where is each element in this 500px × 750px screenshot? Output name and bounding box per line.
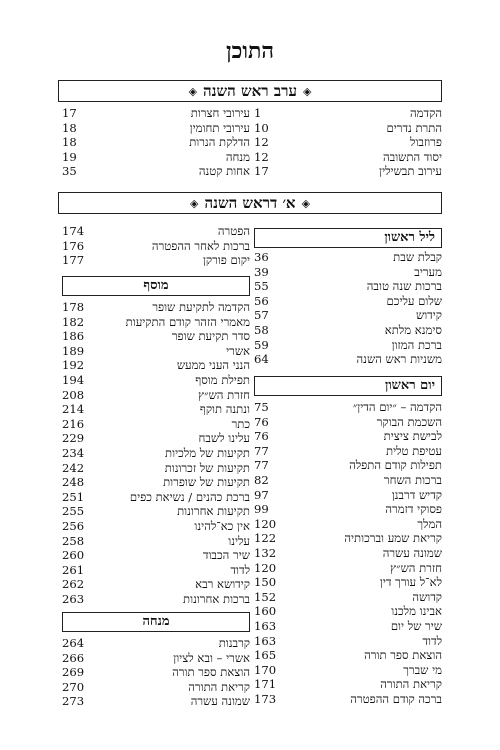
toc-entry-page: 150	[254, 575, 277, 590]
toc-entry[interactable]	[254, 294, 442, 309]
subsection-header-layl: ליל ראשון	[254, 228, 442, 248]
toc-entry-label: אבינו מלכנו	[391, 604, 442, 619]
toc-entry[interactable]	[254, 648, 442, 663]
toc-entry-label: ברכות השחר	[383, 472, 442, 487]
toc-entry-page: 99	[254, 502, 269, 517]
toc-entry-label: תקיעות של מלכיות	[165, 445, 250, 460]
toc-entry[interactable]	[254, 135, 442, 150]
toc-entry-page: 251	[62, 489, 85, 504]
toc-entry-page: 77	[254, 443, 269, 458]
subsection-header-musaf: מוסף	[62, 276, 250, 296]
toc-entry-page: 242	[62, 460, 85, 475]
toc-entry[interactable]	[254, 352, 442, 367]
toc-entry[interactable]	[62, 577, 250, 592]
toc-entry-label: עירובי חצרות	[190, 106, 250, 120]
toc-entry[interactable]	[254, 663, 442, 678]
toc-entry-page: 55	[254, 279, 269, 294]
toc-entry[interactable]	[62, 636, 250, 651]
toc-entry-page: 256	[62, 518, 85, 533]
toc-entry-page: 261	[62, 562, 85, 577]
toc-entry[interactable]	[62, 592, 250, 607]
toc-entry-page: 248	[62, 475, 85, 490]
toc-entry-label: יקום פורקן	[202, 253, 250, 268]
toc-entry[interactable]	[254, 517, 442, 532]
toc-entry-page: 132	[254, 545, 277, 560]
toc-entry-page: 120	[254, 560, 277, 575]
ornament-icon: ◈	[188, 84, 198, 98]
toc-entry-label: עטיפת טלית	[386, 443, 442, 458]
toc-entry-page: 266	[62, 650, 85, 665]
toc-entry[interactable]	[62, 519, 250, 534]
toc-entry-label: עלינו	[228, 533, 250, 548]
toc-entry-page: 82	[254, 472, 269, 487]
toc-entry-label: שיר הכבוד	[202, 548, 250, 563]
toc-entry[interactable]	[62, 402, 250, 417]
toc-entry[interactable]	[62, 315, 250, 330]
toc-entry-label: הדלקת הנרות	[189, 135, 250, 150]
toc-entry-page: 56	[254, 293, 269, 308]
toc-entry-label: פרוזבול	[410, 135, 442, 150]
section-title-day1: א׳ דראש השנה	[204, 193, 296, 212]
toc-entry-label: אין כא־להינו	[194, 518, 250, 533]
toc-entry-label: סימנא מלתא	[384, 322, 442, 337]
toc-entry-page: 186	[62, 329, 85, 344]
toc-entry-page: 10	[254, 120, 269, 135]
toc-entry-label: ברכות שנה טובה	[366, 279, 442, 294]
toc-entry[interactable]	[254, 473, 442, 488]
toc-entry-page: 255	[62, 504, 85, 519]
toc-entry-page: 17	[254, 164, 269, 179]
toc-entry-label: תפילת מוסף	[195, 372, 250, 387]
toc-entry-label: משניות ראש השנה	[356, 352, 442, 367]
subsection-header-mincha: מנחה	[62, 612, 250, 632]
toc-entry[interactable]	[62, 651, 250, 666]
toc-entry[interactable]	[254, 634, 442, 649]
toc-entry-page: 12	[254, 135, 269, 150]
toc-entry-page: 152	[254, 589, 277, 604]
toc-entry-label: עלינו לשבח	[198, 431, 250, 446]
toc-entry-page: 170	[254, 662, 277, 677]
toc-entry[interactable]	[254, 400, 442, 415]
toc-entry-label: הקדמה	[410, 106, 442, 120]
toc-entry[interactable]	[62, 490, 250, 505]
toc-entry-page: 262	[62, 577, 85, 592]
toc-entry-label: הוצאת ספר תורה	[172, 665, 250, 680]
toc-entry-label: הוצאת ספר תורה	[364, 648, 442, 663]
toc-entry-page: 260	[62, 548, 85, 563]
toc-entry-label: קריאת התורה	[380, 677, 442, 692]
toc-entry-page: 77	[254, 458, 269, 473]
toc-entry[interactable]	[62, 373, 250, 388]
toc-entry-label: לבישת ציצית	[383, 429, 442, 444]
toc-entry[interactable]	[62, 239, 250, 254]
toc-entry[interactable]	[254, 323, 442, 338]
toc-entry-label: הנני העני ממעש	[176, 358, 250, 373]
toc-entry-page: 59	[254, 337, 269, 352]
toc-entry-page: 57	[254, 308, 269, 323]
toc-column-layl	[254, 250, 442, 367]
toc-entry-label: לדוד	[230, 562, 250, 577]
page-title: התוכן	[225, 38, 275, 64]
toc-entry-page: 64	[254, 352, 269, 367]
toc-entry-page: 165	[254, 648, 277, 663]
toc-entry[interactable]	[62, 106, 250, 121]
toc-entry[interactable]	[254, 546, 442, 561]
toc-column-yom	[254, 400, 442, 706]
toc-entry[interactable]	[62, 135, 250, 150]
toc-entry-page: 258	[62, 533, 85, 548]
toc-entry-label: מנחה	[225, 149, 250, 164]
toc-entry-page: 12	[254, 149, 269, 164]
toc-entry-page: 18	[62, 135, 77, 150]
toc-entry-label: שמונה עשרה	[382, 545, 442, 560]
toc-entry[interactable]	[254, 415, 442, 430]
toc-entry[interactable]	[254, 590, 442, 605]
toc-entry[interactable]	[254, 429, 442, 444]
toc-entry-page: 171	[254, 677, 277, 692]
toc-entry-page: 17	[62, 106, 77, 120]
toc-entry-page: 216	[62, 416, 85, 431]
toc-entry-label: קידוש	[416, 308, 442, 323]
section-banner-erev	[58, 80, 442, 102]
toc-column-musaf	[62, 300, 250, 606]
toc-entry-page: 182	[62, 314, 85, 329]
toc-entry-label: עירובי תחומין	[189, 120, 250, 135]
toc-entry-label: קבלת שבת	[393, 250, 442, 264]
toc-entry[interactable]	[62, 344, 250, 359]
toc-entry-label: סדר תקיעת שופר	[171, 329, 250, 344]
toc-entry-label: המלך	[417, 516, 442, 531]
toc-entry[interactable]	[254, 531, 442, 546]
toc-entry-page: 208	[62, 387, 85, 402]
toc-entry[interactable]	[254, 604, 442, 619]
toc-entry[interactable]	[62, 164, 250, 179]
toc-entry-label: ברכה קודם ההפטרה	[350, 691, 442, 706]
toc-entry[interactable]	[62, 224, 250, 239]
toc-column-mincha	[62, 636, 250, 709]
toc-entry-label: ברכות לאחר ההפטרה	[151, 238, 250, 253]
toc-entry-label: ברכת המזון	[391, 337, 442, 352]
toc-column-erev-right	[254, 106, 442, 179]
toc-entry[interactable]	[254, 677, 442, 692]
toc-entry-label: לא־ל עורך דין	[379, 575, 442, 590]
toc-entry[interactable]	[254, 458, 442, 473]
toc-entry-page: 178	[62, 300, 85, 314]
toc-entry-page: 58	[254, 322, 269, 337]
toc-entry-page: 263	[62, 591, 85, 606]
toc-entry[interactable]	[62, 504, 250, 519]
toc-entry-page: 270	[62, 679, 85, 694]
toc-entry-page: 76	[254, 414, 269, 429]
toc-entry-label: שלום עליכם	[386, 293, 442, 308]
toc-entry-label: קידושא רבא	[195, 577, 250, 592]
toc-entry[interactable]	[62, 388, 250, 403]
toc-entry-page: 176	[62, 238, 85, 253]
toc-entry-label: פסוקי דזמרה	[385, 502, 442, 517]
toc-entry-page: 264	[62, 636, 85, 650]
toc-entry-page: 39	[254, 264, 269, 279]
toc-entry[interactable]	[254, 121, 442, 136]
toc-entry-page: 160	[254, 604, 277, 619]
toc-entry-label: אחות קטנה	[198, 164, 250, 179]
toc-entry[interactable]	[254, 502, 442, 517]
toc-entry[interactable]	[62, 680, 250, 695]
toc-entry[interactable]	[62, 431, 250, 446]
toc-entry-label: הפטרה	[217, 224, 250, 238]
toc-entry-label: שמונה עשרה	[190, 694, 250, 709]
toc-entry-label: קריאת שמע וברכותיה	[344, 531, 442, 546]
section-title-erev: ערב ראש השנה	[203, 81, 297, 100]
section-banner-day1	[58, 192, 442, 214]
toc-entry-page: 269	[62, 665, 85, 680]
toc-entry[interactable]	[62, 446, 250, 461]
toc-entry[interactable]	[62, 150, 250, 165]
toc-entry-page: 163	[254, 618, 277, 633]
toc-entry-page: 194	[62, 372, 85, 387]
toc-entry-label: עירוב תבשילין	[379, 164, 442, 179]
toc-entry-label: השכמת הבוקר	[376, 414, 442, 429]
toc-entry-page: 273	[62, 694, 85, 709]
toc-entry-page: 18	[62, 120, 77, 135]
toc-entry[interactable]	[254, 250, 442, 265]
toc-entry[interactable]	[62, 417, 250, 432]
toc-entry-page: 36	[254, 250, 269, 264]
toc-entry-page: 192	[62, 358, 85, 373]
toc-entry-page: 76	[254, 429, 269, 444]
toc-entry-label: תפילות קודם התפלה	[349, 458, 442, 473]
toc-entry-label: מעריב	[414, 264, 442, 279]
toc-entry-label: אשרי	[226, 343, 250, 358]
toc-entry-page: 189	[62, 343, 85, 358]
toc-entry-label: לדוד	[422, 633, 442, 648]
toc-entry-label: ברכת כהנים / נשיאת כפים	[129, 489, 250, 504]
toc-entry-label: ונתנה תוקף	[199, 402, 250, 417]
toc-entry[interactable]	[254, 150, 442, 165]
toc-column-erev-left	[62, 106, 250, 179]
toc-entry-label: אשרי – ובא לציון	[173, 650, 250, 665]
toc-entry[interactable]	[254, 619, 442, 634]
toc-entry-label: מאמרי הזהר קודם התקיעות	[125, 314, 250, 329]
toc-entry-page: 75	[254, 400, 269, 414]
toc-entry-label: הקדמה לתקיעת שופר	[152, 300, 250, 314]
toc-entry[interactable]	[254, 164, 442, 179]
ornament-icon: ◈	[189, 196, 199, 210]
toc-entry-page: 173	[254, 691, 277, 706]
toc-entry[interactable]	[254, 444, 442, 459]
toc-entry[interactable]	[62, 694, 250, 709]
toc-entry-page: 1	[254, 106, 262, 120]
toc-entry[interactable]	[62, 300, 250, 315]
toc-entry-label: יסוד התשובה	[382, 149, 442, 164]
toc-entry-page: 120	[254, 516, 277, 531]
toc-entry-page: 214	[62, 402, 85, 417]
ornament-icon: ◈	[302, 84, 312, 98]
toc-entry[interactable]	[62, 461, 250, 476]
toc-entry-label: התרת נדרים	[386, 120, 442, 135]
toc-entry[interactable]	[62, 534, 250, 549]
toc-entry[interactable]	[254, 308, 442, 323]
toc-column-haftara	[62, 224, 250, 268]
subsection-header-yom: יום ראשון	[254, 376, 442, 396]
toc-entry-label: ברכות אחרונות	[183, 591, 250, 606]
toc-entry-page: 174	[62, 224, 85, 238]
toc-entry-label: הקדמה – ״יום הדין״	[352, 400, 442, 414]
toc-entry-label: חזרת הש״ץ	[198, 387, 250, 402]
toc-entry[interactable]	[62, 253, 250, 268]
toc-entry-label: שיר של יום	[390, 618, 442, 633]
toc-entry[interactable]	[62, 475, 250, 490]
toc-entry[interactable]	[254, 106, 442, 121]
toc-entry[interactable]	[62, 665, 250, 680]
toc-entry-page: 97	[254, 487, 269, 502]
toc-entry-label: תקיעות של שופרות	[163, 475, 250, 490]
toc-entry-page: 19	[62, 149, 77, 164]
toc-entry-page: 177	[62, 253, 85, 268]
toc-entry-label: קדושה	[412, 589, 442, 604]
toc-entry-page: 163	[254, 633, 277, 648]
toc-entry[interactable]	[62, 358, 250, 373]
toc-entry-label: תקיעות של זכרונות	[164, 460, 250, 475]
toc-entry[interactable]	[254, 575, 442, 590]
toc-entry-label: חזרת הש״ץ	[390, 560, 442, 575]
toc-entry-label: קריאת התורה	[188, 679, 250, 694]
toc-entry-label: תקיעות אחרונות	[177, 504, 250, 519]
toc-entry-page: 229	[62, 431, 85, 446]
toc-entry[interactable]	[254, 488, 442, 503]
toc-entry[interactable]	[62, 563, 250, 578]
toc-entry-label: כתר	[231, 416, 250, 431]
toc-entry-page: 35	[62, 164, 77, 179]
toc-entry-page: 234	[62, 445, 85, 460]
toc-entry[interactable]	[254, 279, 442, 294]
toc-entry[interactable]	[62, 121, 250, 136]
toc-entry[interactable]	[254, 561, 442, 576]
ornament-icon: ◈	[301, 196, 311, 210]
toc-entry-page: 122	[254, 531, 277, 546]
toc-entry-label: מי שברך	[403, 662, 442, 677]
toc-entry[interactable]	[254, 338, 442, 353]
toc-entry-label: קרבנות	[218, 636, 250, 650]
toc-entry[interactable]	[254, 692, 442, 707]
toc-entry[interactable]	[254, 265, 442, 280]
toc-entry[interactable]	[62, 329, 250, 344]
toc-entry[interactable]	[62, 548, 250, 563]
toc-entry-label: קדיש דרבנן	[391, 487, 442, 502]
